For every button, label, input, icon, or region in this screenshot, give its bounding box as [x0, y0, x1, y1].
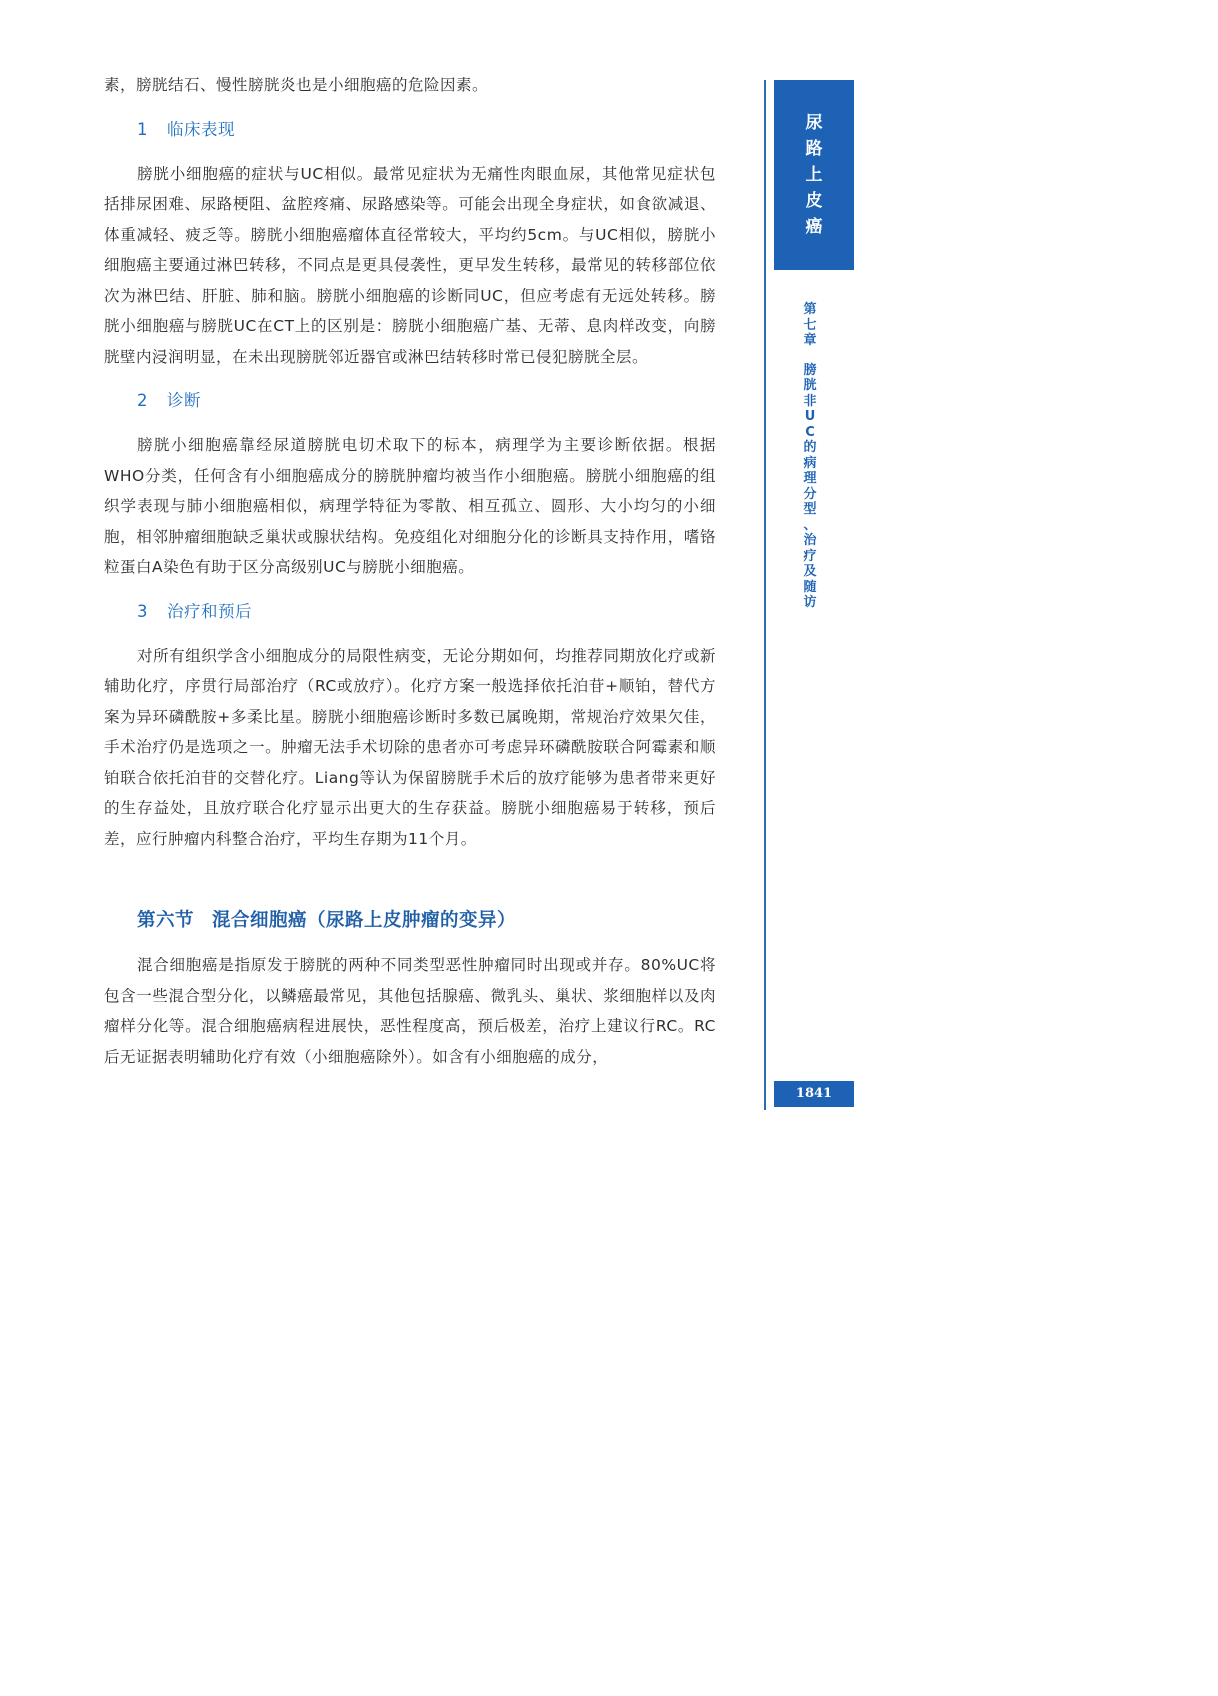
- section-number: 3: [137, 601, 148, 621]
- chapter-char: 的: [803, 440, 817, 455]
- chapter-char: 第: [803, 302, 817, 317]
- section-title: 治疗和预后: [167, 601, 252, 621]
- chapter-section-heading: [137, 906, 716, 936]
- chapter-gap: [798, 349, 822, 363]
- section-title: 诊断: [167, 391, 201, 410]
- chapter-char: 及: [803, 564, 817, 579]
- chapter-char: 非: [803, 393, 817, 409]
- chapter-char: 分: [803, 486, 817, 502]
- tab-char: 上: [805, 165, 823, 185]
- treatment-paragraph: 对所有组织学含小细胞成分的局限性病变，无论分期如何，均推荐同期放化疗或新辅助化疗，序贯行局部治疗（RC或放疗）。化疗方案一般选择依托泊苷+顺铂，替代方案为异环磷酰胺+多柔比星。膀胱小细胞癌诊断时多数已属晚期，常规治疗效果欠佳，手术治疗仍是选项之一。肿瘤无法手术切除的患者亦可考虑异环磷酰胺联合阿霉素和顺铂联合依托泊苷的交替化疗。Liang等认为保留膀胱手术后的放疗能够为患者带来更好的生存益处，且放疗联合化疗显示出更大的生存获益。膀胱小细胞癌易于转移，预后差，应行肿瘤内科整合治疗，平均生存期为11个月。: [104, 646, 716, 848]
- tab-char: 癌: [805, 217, 823, 237]
- chapter-char: 章: [803, 333, 817, 348]
- chapter-char: 疗: [803, 548, 817, 564]
- section-title: 临床表现: [167, 119, 235, 139]
- chapter-char: 、: [803, 517, 817, 533]
- section-tab: [774, 80, 854, 270]
- mixed-cell-paragraph: 混合细胞癌是指原发于膀胱的两种不同类型恶性肿瘤同时出现或并存。80%UC将包含一些混合型分化，以鳞癌最常见，其他包括腺癌、微乳头、巢状、浆细胞样以及肉瘤样分化等。混合细胞癌病程进展快，恶性程度高，预后极差，治疗上建议行RC。RC后无证据表明辅助化疗有效（小细胞癌除外）。如含有小细胞癌的成分，: [104, 956, 716, 1066]
- chapter-char: 型: [803, 502, 817, 517]
- chapter-char: 访: [803, 595, 817, 610]
- tab-char: 路: [805, 139, 823, 159]
- intro-paragraph: 素，膀胱结石、慢性膀胱炎也是小细胞癌的危险因素。: [104, 76, 489, 94]
- chapter-char: 病: [803, 455, 817, 471]
- section-tab-label: [774, 110, 854, 240]
- chapter-char: 治: [803, 533, 817, 548]
- chapter-char: U: [804, 409, 816, 424]
- section-heading-treatment: [137, 597, 716, 627]
- chapter-char: 理: [803, 471, 817, 486]
- chapter-title-vertical: [798, 302, 822, 611]
- chapter-char: 膀: [803, 362, 817, 378]
- chapter-char: 随: [803, 579, 817, 595]
- chapter-char: 七: [803, 317, 817, 333]
- diagnosis-paragraph: 膀胱小细胞癌靠经尿道膀胱电切术取下的标本，病理学为主要诊断依据。根据WHO分类，任何含有小细胞癌成分的膀胱肿瘤均被当作小细胞癌。膀胱小细胞癌的组织学表现与肺小细胞癌相似，病理学特征为零散、相互孤立、圆形、大小均匀的小细胞，相邻肿瘤细胞缺乏巢状或腺状结构。免疫组化对细胞分化的诊断具支持作用，嗜铬粒蛋白A染色有助于区分高级别UC与膀胱小细胞癌。: [104, 436, 716, 576]
- section-heading-clinical: [137, 115, 716, 145]
- chapter-char: 胱: [803, 378, 817, 393]
- tab-char: 皮: [805, 191, 823, 211]
- vertical-divider: [764, 80, 766, 1110]
- section-label: 第六节: [137, 910, 195, 931]
- tab-char: 尿: [805, 113, 823, 133]
- main-text-column: [104, 70, 716, 1072]
- section-title: 混合细胞癌（尿路上皮肿瘤的变异）: [212, 910, 517, 931]
- section-number: 1: [137, 119, 148, 139]
- chapter-char: C: [805, 424, 815, 440]
- section-number: 2: [137, 391, 148, 410]
- clinical-paragraph: 膀胱小细胞癌的症状与UC相似。最常见症状为无痛性肉眼血尿，其他常见症状包括排尿困难、尿路梗阻、盆腔疼痛、尿路感染等。可能会出现全身症状，如食欲减退、体重减轻、疲乏等。膀胱小细胞癌瘤体直径常较大，平均约5cm。与UC相似，膀胱小细胞癌主要通过淋巴转移，不同点是更具侵袭性，更早发生转移，最常见的转移部位依次为淋巴结、肝脏、肺和脑。膀胱小细胞癌的诊断同UC，但应考虑有无远处转移。膀胱小细胞癌与膀胱UC在CT上的区别是：膀胱小细胞癌广基、无蒂、息肉样改变，向膀胱壁内浸润明显，在未出现膀胱邻近器官或淋巴结转移时常已侵犯膀胱全层。: [104, 164, 716, 366]
- page-number: 1841: [774, 1081, 854, 1107]
- section-heading-diagnosis: [137, 386, 716, 416]
